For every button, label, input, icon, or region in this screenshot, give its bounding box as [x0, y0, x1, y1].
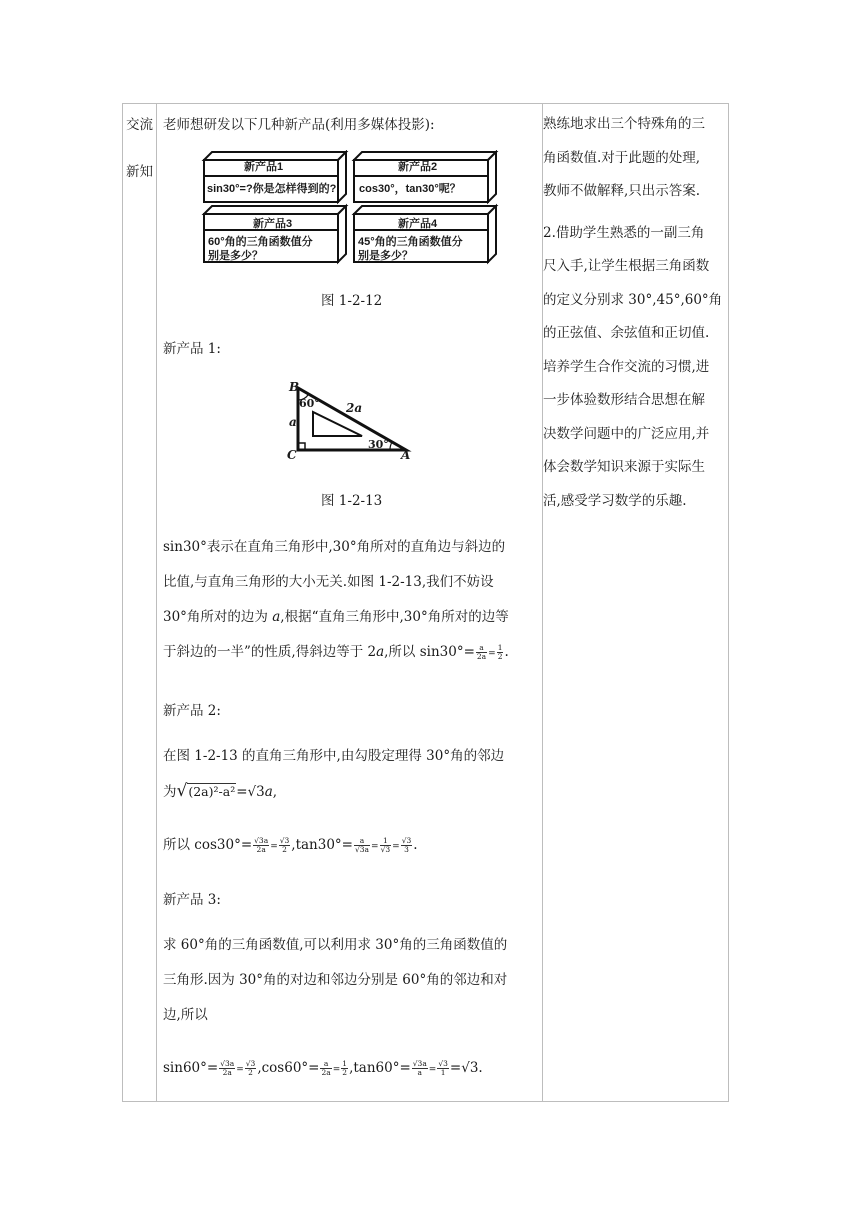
fraction: $\frac{√3a}{a}$	[412, 1059, 427, 1077]
product-1-text: sin30°=?你是怎样得到的?	[207, 183, 337, 195]
para1-line1: sin30°表示在直角三角形中,30°角所对的直角边与斜边的	[163, 539, 506, 555]
product-4-text-line2: 别是多少？	[358, 250, 413, 262]
intent-line: 的正弦值、余弦值和正切值.	[543, 325, 710, 341]
comma: ,	[272, 784, 278, 800]
var-a: a	[272, 609, 281, 625]
para2-line2	[163, 774, 504, 810]
fraction: $\frac{a}{2a}$	[321, 1059, 331, 1077]
paragraph-60deg	[163, 928, 507, 1033]
product-3-heading: 新产品 3:	[163, 892, 221, 908]
sqrt-sign: √	[176, 781, 188, 801]
para4-line2: 三角形.因为 30°角的对边和邻边分别是 60°角的邻边和对	[163, 972, 508, 988]
intent-line: 教师不做解释,只出示答案.	[543, 183, 701, 199]
product-3-text-line1: 60°角的三角函数值分	[208, 236, 313, 248]
equals: =	[392, 842, 400, 852]
stage-label-line2: 新知	[126, 164, 153, 180]
product-2-text: cos30°，tan30°呢？	[359, 183, 461, 195]
stage-label-line1: 交流	[126, 117, 153, 133]
product-1-title: 新产品1	[244, 161, 284, 173]
para2-sqrt3: =√3	[236, 784, 265, 800]
intent-line: 培养学生合作交流的习惯,进	[543, 358, 710, 375]
sin60-prefix: sin60°=	[163, 1060, 219, 1076]
product-1-heading: 新产品 1:	[163, 341, 221, 357]
para1-line3	[163, 600, 509, 635]
para1-line3-c: ,根据“直角三角形中,30°角所对的边等	[280, 609, 509, 625]
product-2-title: 新产品2	[398, 161, 438, 173]
vertex-C-label: C	[287, 448, 297, 462]
tan30-prefix: ,tan30°=	[291, 837, 353, 853]
angle-B-label: 60°	[299, 397, 320, 410]
fraction: $\frac{a}{√3a}$	[355, 836, 370, 854]
fraction: $\frac{√3}{2}$	[279, 836, 290, 854]
fraction: $\frac{1}{√3}$	[380, 836, 391, 854]
column-divider-1	[156, 104, 157, 1101]
paragraph-sin30	[163, 530, 509, 672]
fraction: $\frac{1}{2}$	[497, 643, 503, 661]
equals: =	[488, 649, 496, 659]
product-2-heading: 新产品 2:	[163, 703, 221, 719]
intent-line: 2.借助学生熟悉的一副三角	[543, 224, 705, 241]
design-intent-column	[543, 108, 727, 518]
equals: =	[270, 842, 278, 852]
product-3-title: 新产品3	[253, 218, 293, 230]
fraction: $\frac{1}{2}$	[342, 1059, 348, 1077]
equals: =	[371, 842, 379, 852]
fraction: $\frac{a}{2a}$	[476, 643, 487, 661]
var-a: a	[264, 784, 273, 800]
period: .	[504, 644, 509, 660]
equals: =	[332, 1065, 341, 1075]
para4-line1: 求 60°角的三角函数值,可以利用求 30°角的三角函数值的	[163, 937, 508, 953]
intent-line: 角函数值.对于此题的处理,	[543, 149, 701, 166]
para1-line4	[163, 635, 509, 672]
period: .	[413, 837, 418, 853]
intent-line: 熟练地求出三个特殊角的三	[543, 116, 705, 132]
product-4-title: 新产品4	[398, 218, 438, 230]
intent-line: 体会数学知识来源于实际生	[543, 459, 705, 475]
para1-line3-a: 30°角所对的边为	[163, 609, 273, 625]
angle-A-label: 30°	[368, 438, 389, 451]
fraction: $\frac{√3}{1}$	[438, 1059, 448, 1077]
fraction: $\frac{√3}{2}$	[245, 1059, 256, 1077]
para2-line1: 在图 1-2-13 的直角三角形中,由勾股定理得 30°角的邻边	[163, 748, 505, 764]
intro-text: 老师想研发以下几种新产品(利用多媒体投影):	[163, 117, 435, 133]
para1-line2: 比值,与直角三角形的大小无关.如图 1-2-13,我们不妨设	[163, 574, 494, 590]
paragraph-60deg-values	[163, 1051, 483, 1088]
paragraph-cos30-tan30	[163, 828, 418, 865]
intent-line: 活,感受学习数学的乐趣.	[543, 492, 687, 509]
cos30-prefix: 所以 cos30°=	[163, 837, 253, 853]
para1-line4-a: 于斜边的一半”的性质,得斜边等于 2	[163, 644, 377, 660]
tan60-prefix: ,tan60°=	[349, 1060, 411, 1076]
tan60-result: =√3.	[449, 1060, 483, 1076]
side-a-label: a	[289, 415, 297, 429]
hypotenuse-label: 2a	[346, 401, 363, 415]
fraction: $\frac{√3a}{2a}$	[254, 836, 269, 854]
radicand: (2a)²-a²	[188, 784, 236, 799]
var-a: a	[376, 644, 385, 660]
intent-line: 一步体验数形结合思想在解	[543, 392, 705, 408]
figure-1-caption: 图 1-2-12	[321, 293, 383, 309]
para1-line4-c: ,所以 sin30°=	[384, 644, 475, 660]
cos60-prefix: ,cos60°=	[257, 1060, 320, 1076]
para2-prefix: 为	[163, 784, 177, 800]
intent-line: 的定义分别求 30°,45°,60°角	[543, 291, 723, 308]
equals: =	[236, 1065, 244, 1075]
fraction: $\frac{√3a}{2a}$	[220, 1059, 235, 1077]
equals: =	[428, 1065, 437, 1075]
figure-2-caption: 图 1-2-13	[321, 493, 383, 509]
product-4-text-line1: 45°角的三角函数值分	[358, 236, 463, 248]
fraction: $\frac{√3}{3}$	[401, 836, 412, 854]
vertex-A-label: A	[401, 448, 411, 462]
vertex-B-label: B	[289, 380, 300, 394]
product-3-text-line2: 别是多少？	[208, 250, 263, 262]
right-triangle-figure	[284, 378, 419, 464]
intent-line: 尺入手,让学生根据三角函数	[543, 258, 710, 274]
paragraph-adjacent	[163, 739, 504, 810]
intent-line: 决数学问题中的广泛应用,并	[543, 425, 710, 442]
para4-line3: 边,所以	[163, 1007, 208, 1023]
